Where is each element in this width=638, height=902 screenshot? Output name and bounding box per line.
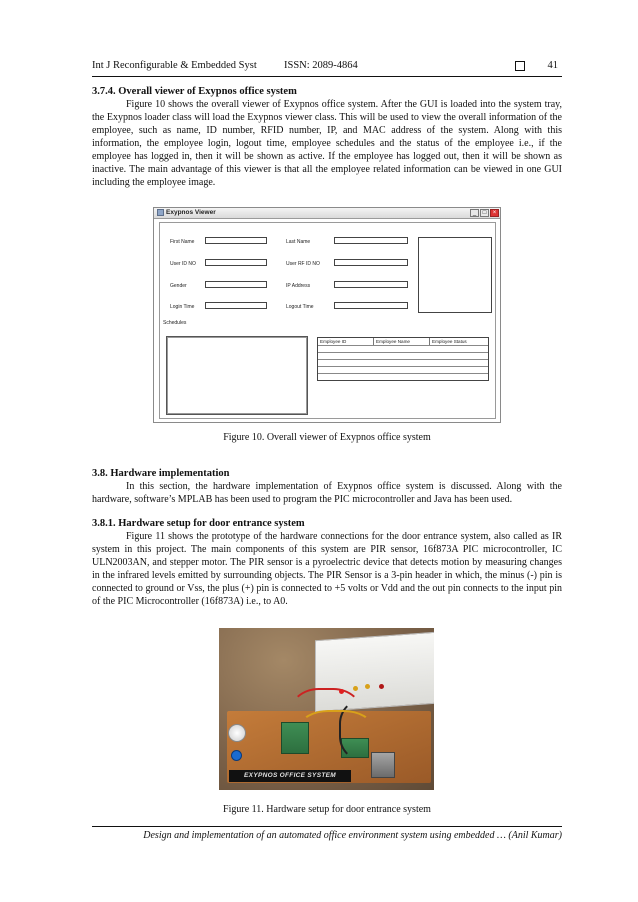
- label-user-id: User ID NO: [170, 261, 196, 267]
- label-last-name: Last Name: [286, 239, 311, 245]
- table-header-employee-status: Employee Status: [432, 339, 467, 344]
- close-icon: ×: [490, 209, 499, 217]
- table-row: [318, 352, 488, 353]
- terminal-yellow: [365, 684, 370, 689]
- maximize-icon: □: [480, 209, 489, 217]
- pir-sensor: [228, 724, 246, 742]
- running-footer: Design and implementation of an automated office environment system using embedded … (Anil Kumar): [143, 830, 562, 841]
- section-body-3-8-1: [92, 530, 562, 608]
- label-gender: Gender: [170, 283, 187, 289]
- employee-image-box: [418, 237, 492, 313]
- window-titlebar: [154, 208, 500, 219]
- viewer-panel: [159, 222, 496, 419]
- section-title-3-8-1: 3.8.1. Hardware setup for door entrance system: [92, 518, 305, 529]
- paragraph: Figure 10 shows the overall viewer of Exypnos office system. After the GUI is loaded into the system tray, the Exypnos loader class will load the Exypnos viewer class. This will be used to view the overall information of the employee, such as name, ID number, RFID number, IP, and MAC address of the system. Along with this information, the employee login, logout time, employee schedules and the status of the employee i.e., if the employee has logged in, then it will be shown as active. If the employee has logged out, then it will be shown as inactive. The main advantage of this viewer is that all the employee related information can be viewed in one GUI including the employee image.: [92, 99, 562, 188]
- wire: [299, 710, 373, 754]
- minimize-icon: _: [470, 209, 479, 217]
- table-row: [318, 359, 488, 360]
- label-first-name: First Name: [170, 239, 195, 245]
- login-time-field: [205, 302, 267, 309]
- window-title: Exypnos Viewer: [166, 209, 216, 216]
- running-header: [92, 60, 562, 76]
- led-red: [339, 689, 344, 694]
- gender-field: [205, 281, 267, 288]
- first-name-field: [205, 237, 267, 244]
- paragraph: Figure 11 shows the prototype of the hardware connections for the door entrance system, also called as IR system in this project. The main components of this system are PIR sensor, 16f873A PIC microcontroller, IC ULN2003AN, and stepper motor. The PIR sensor is a pyroelectric device that detects motion by measuring changes in the infrared levels emitted by surrounding objects. The PIR Sensor is a 3-pin header in which, the minus (-) pin is connected to ground or Vss, the plus (+) pin is connected to +5 volts or Vdd and the out pin connects to the input pin of the PIC Microcontroller (16f873A) i.e., to A0.: [92, 531, 562, 607]
- schedules-area: [166, 336, 308, 415]
- figure-11-caption: Figure 11. Hardware setup for door entrance system: [223, 804, 431, 815]
- issn: ISSN: 2089-4864: [284, 60, 358, 71]
- table-header-employee-name: Employee Name: [376, 339, 410, 344]
- ip-address-field: [334, 281, 408, 288]
- figure-10-caption: Figure 10. Overall viewer of Exypnos office system: [223, 432, 431, 443]
- label-login-time: Login Time: [170, 304, 195, 310]
- app-icon: [157, 209, 164, 216]
- logout-time-field: [334, 302, 408, 309]
- label-schedules: Schedules: [163, 320, 187, 326]
- last-name-field: [334, 237, 408, 244]
- section-title-3-8: 3.8. Hardware implementation: [92, 468, 230, 479]
- user-id-field: [205, 259, 267, 266]
- table-header-employee-id: Employee ID: [320, 339, 347, 344]
- section-title-3-7-4: 3.7.4. Overall viewer of Exypnos office system: [92, 86, 297, 97]
- paragraph: In this section, the hardware implementation of Exypnos office system is discussed. Along with the hardware, software’s MPLAB has been used to program the PIC microcontroller and Java has been used.: [92, 481, 562, 505]
- journal-name: Int J Reconfigurable & Embedded Syst: [92, 60, 257, 71]
- table-row: [318, 373, 488, 374]
- checkbox-square-icon: [515, 61, 525, 71]
- table-row: [318, 345, 488, 346]
- footer-rule: [92, 826, 562, 827]
- figure-10-viewer-window: [153, 207, 501, 423]
- exypnos-sticker: EXYPNOS OFFICE SYSTEM: [229, 770, 351, 782]
- employee-status-table: [317, 337, 489, 381]
- figure-11-hardware-photo: [219, 628, 434, 790]
- header-rule: [92, 76, 562, 77]
- section-body-3-8: [92, 480, 562, 506]
- label-logout-time: Logout Time: [286, 304, 314, 310]
- page-number: 41: [547, 60, 558, 71]
- user-rf-id-field: [334, 259, 408, 266]
- label-ip-address: IP Address: [286, 283, 311, 289]
- sensor-disc: [231, 750, 242, 761]
- label-user-rf-id: User RF ID NO: [286, 261, 320, 267]
- terminal-yellow: [353, 686, 358, 691]
- section-body-3-7-4: [92, 98, 562, 189]
- table-row: [318, 366, 488, 367]
- terminal-red: [379, 684, 384, 689]
